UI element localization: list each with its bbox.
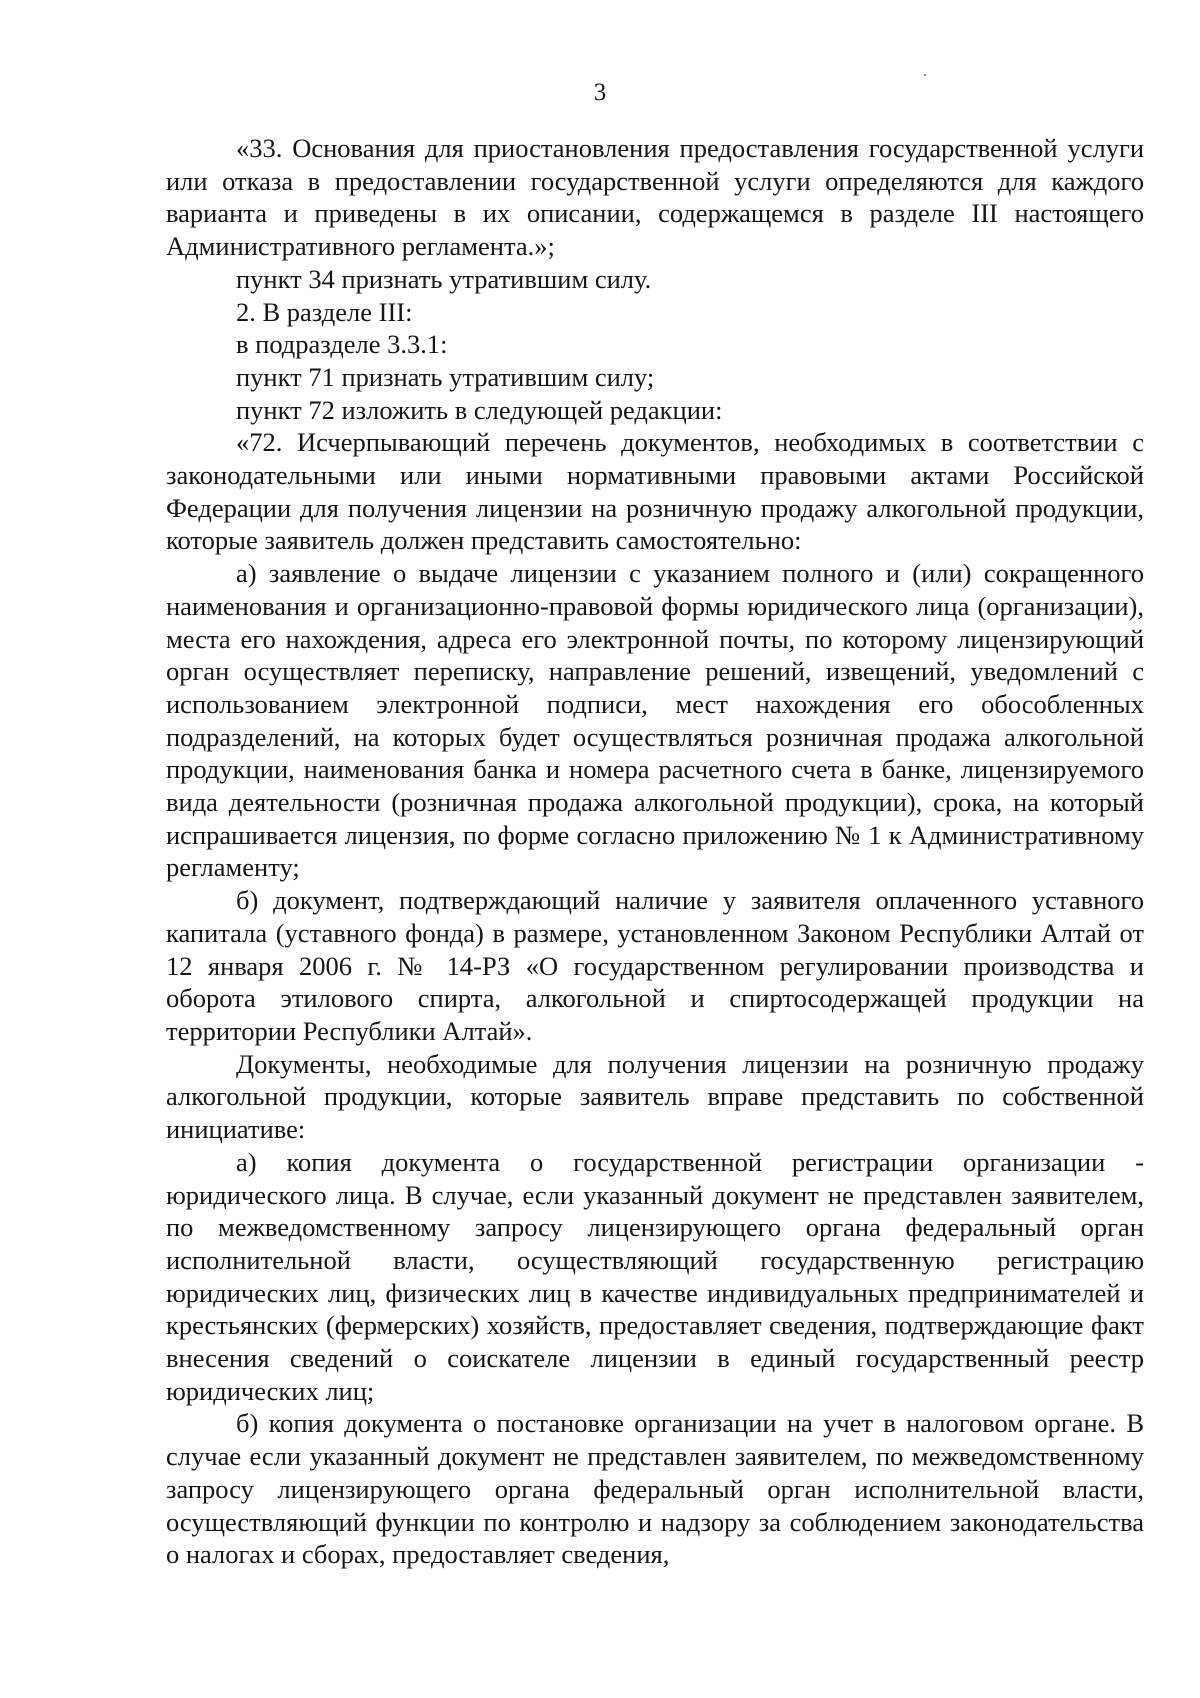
paragraph-item-a-registration: а) копия документа о государственной регистрации организации - юридического лица. В случае, если указанный документ не представлен заявителем, по межведомственному запросу лицензирующего органа федеральный орган исполнительной власти, осуществляющий государственную регистрацию юридических лиц, физических лиц в качестве индивидуальных предпринимателей и крестьянских (фермерских) хозяйств, предоставляет сведения, подтверждающие факт внесения сведений о соискателе лицензии в единый государственный реестр юридических лиц;	[166, 1146, 1144, 1406]
paragraph-clause-71-void: пункт 71 признать утратившим силу;	[236, 361, 655, 392]
page-number: 3	[593, 79, 607, 106]
paragraph-item-a-application: а) заявление о выдаче лицензии с указанием полного и (или) сокращенного наименования и организационно-правовой формы юридического лица (организации), места его нахождения, адреса его электронной почты, по которому лицензирующий орган осуществляет переписку, направление решений, извещений, уведомлений с использованием электронной подписи, мест нахождения его обособленных подразделений, на которых будет осуществляться розничная продажа алкогольной продукции, наименования банка и номера расчетного счета в банке, лицензируемого вида деятельности (розничная продажа алкогольной продукции), срока, на который испрашивается лицензия, по форме согласно приложению № 1 к Административному регламенту;	[166, 558, 1144, 883]
paragraph-item-b-capital: б) документ, подтверждающий наличие у заявителя оплаченного уставного капитала (уставного фонда) в размере, установленном Законом Республики Алтай от 12 января 2006 г. № 14-РЗ «О государственном регулировании производства и оборота этилового спирта, алкогольной и спиртосодержащей продукции на территории Республики Алтай».	[166, 885, 1144, 1046]
paragraph-clause-72: «72. Исчерпывающий перечень документов, необходимых в соответствии с законодательными или иными нормативными правовыми актами Российской Федерации для получения лицензии на розничную продажу алкогольной продукции, которые заявитель должен представить самостоятельно:	[166, 427, 1144, 556]
paragraph-item-b-tax: б) копия документа о постановке организации на учет в налоговом органе. В случае если указанный документ не представлен заявителем, по межведомственному запросу лицензирующего органа федеральный орган исполнительной власти, осуществляющий функции по контролю и надзору за соблюдением законодательства о налогах и сборах, предоставляет сведения,	[166, 1408, 1144, 1570]
paragraph-clause-34-void: пункт 34 признать утратившим силу.	[236, 263, 652, 294]
paragraph-subsection-3-3-1: в подразделе 3.3.1:	[236, 329, 448, 360]
scan-speck	[924, 74, 926, 76]
paragraph-clause-33: «33. Основания для приостановления предоставления государственной услуги или отказа в предоставлении государственной услуги определяются для каждого варианта и приведены в их описании, содержащемся в разделе III настоящего Административного регламента.»;	[166, 133, 1144, 262]
paragraph-section-3: 2. В разделе III:	[236, 296, 413, 327]
paragraph-clause-72-intro: пункт 72 изложить в следующей редакции:	[236, 394, 723, 425]
document-body	[166, 132, 1144, 1571]
paragraph-optional-documents: Документы, необходимые для получения лицензии на розничную продажу алкогольной продукции, которые заявитель вправе представить по собственной инициативе:	[166, 1048, 1144, 1145]
